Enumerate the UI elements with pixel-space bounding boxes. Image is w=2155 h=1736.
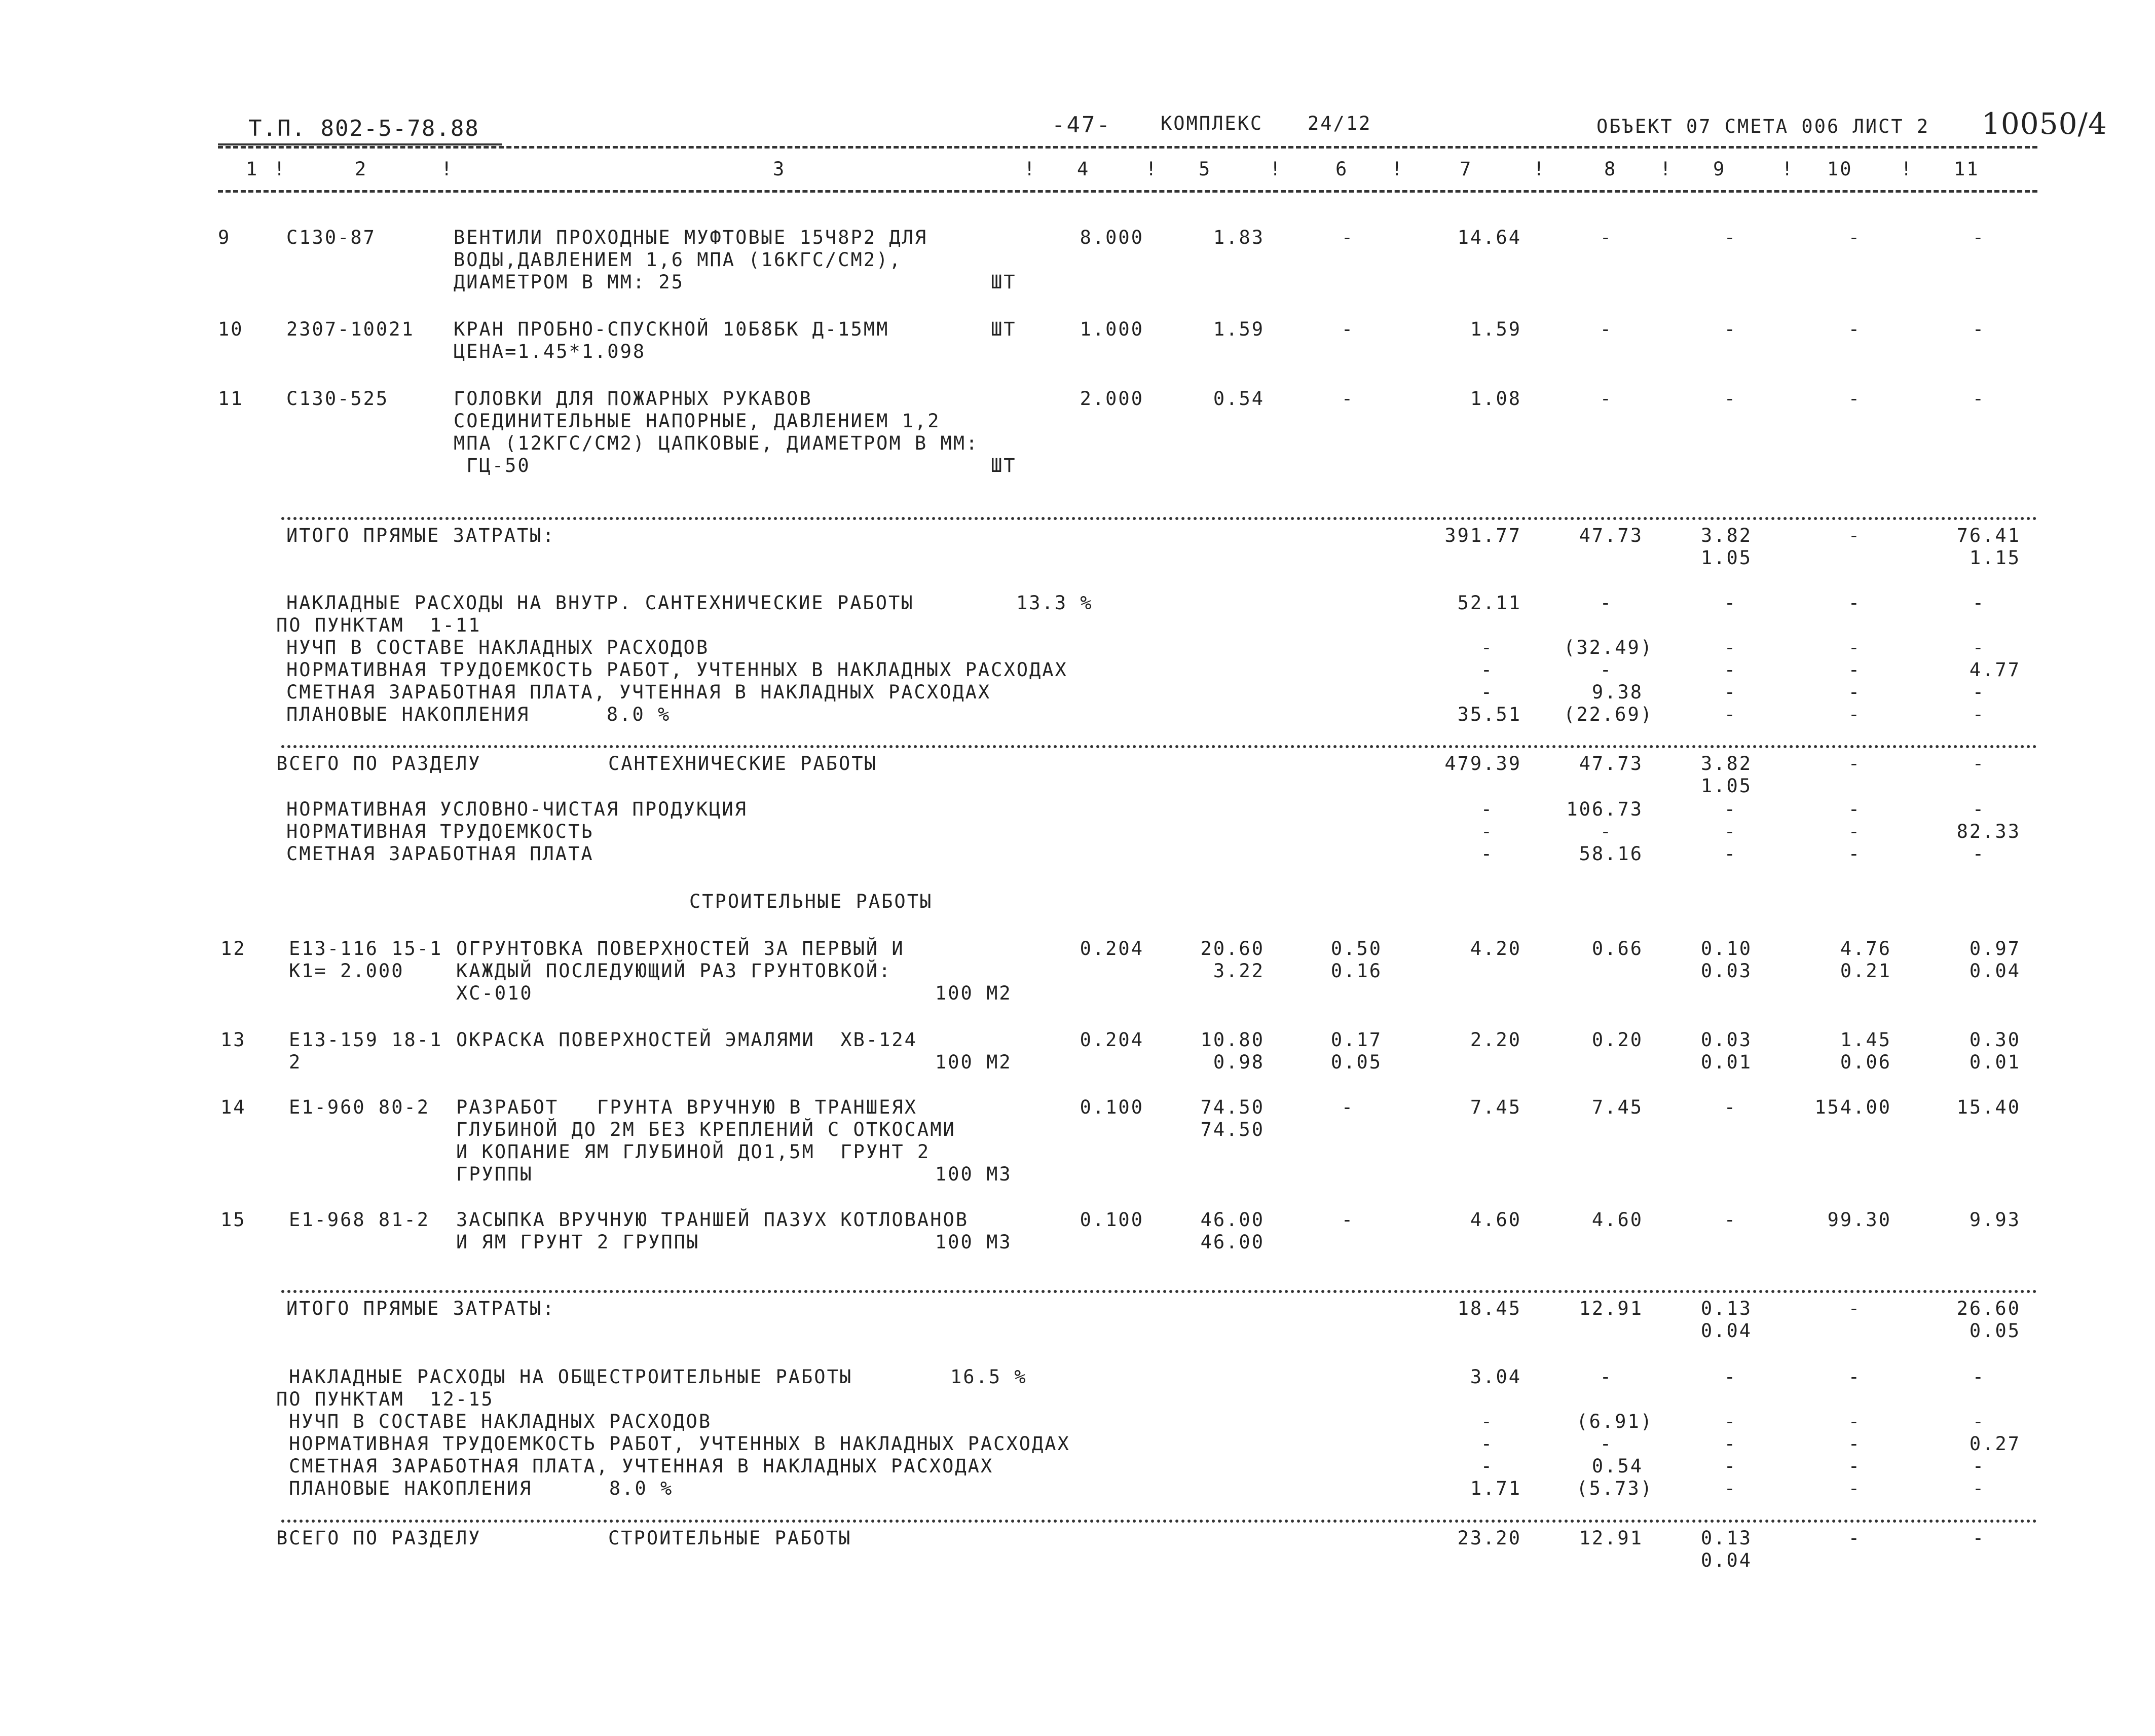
norm-col11: 82.33 [1956,821,2021,842]
subtotal-col8: 47.73 [1579,525,1643,546]
col-2: 2 [355,158,368,180]
item-col11: 9.93 [1969,1209,2021,1231]
section-total-name: САНТЕХНИЧЕСКИЕ РАБОТЫ [608,753,877,774]
item-col6: 0.05 [1330,1051,1382,1073]
norm-line: СМЕТНАЯ ЗАРАБОТНАЯ ПЛАТА [286,843,594,865]
item-col11: - [1972,227,1985,248]
item-col11: - [1972,318,1985,340]
section-total-col9: 0.04 [1700,1549,1752,1571]
overhead-line: СМЕТНАЯ ЗАРАБОТНАЯ ПЛАТА, УЧТЕННАЯ В НАКЛАДНЫХ РАСХОДАХ [289,1455,994,1477]
norm-col10: - [1848,843,1861,865]
item-description: ЗАСЫПКА ВРУЧНУЮ ТРАНШЕЙ ПАЗУХ КОТЛОВАНОВ [456,1209,969,1231]
norm-col8: 58.16 [1579,843,1643,865]
col-sep: ! [441,158,454,180]
subtotal-col9: 0.04 [1700,1320,1752,1342]
overhead-col10: - [1848,1433,1861,1455]
section-total-col8: 47.73 [1579,753,1643,774]
item-unit: 100 М2 [935,1051,1012,1073]
dotted-separator [281,517,2037,520]
item-col7: 1.59 [1470,318,1521,340]
subtotal-label: ИТОГО ПРЯМЫЕ ЗАТРАТЫ: [286,525,555,546]
item-col10: 4.76 [1840,938,1891,959]
overhead-col7: - [1480,659,1494,681]
item-col9: 0.03 [1700,960,1752,982]
norm-col7: - [1480,821,1494,842]
overhead-col7: - [1480,681,1494,703]
overhead-line: НОРМАТИВНАЯ ТРУДОЕМКОСТЬ РАБОТ, УЧТЕННЫХ В НАКЛАДНЫХ РАСХОДАХ [289,1433,1070,1455]
item-col5: 46.00 [1200,1231,1265,1253]
overhead-col8: 9.38 [1591,681,1643,703]
section-total-col7: 23.20 [1457,1527,1521,1549]
col-sep: ! [1270,158,1283,180]
item-number: 14 [220,1096,246,1118]
subtotal-col7: 391.77 [1444,525,1521,546]
col-6: 6 [1335,158,1349,180]
subtotal-col10: - [1848,1298,1861,1319]
norm-line: НОРМАТИВНАЯ ТРУДОЕМКОСТЬ [286,821,594,842]
section-total-col11: - [1972,753,1985,774]
subtotal-col7: 18.45 [1457,1298,1521,1319]
item-col7: 4.60 [1470,1209,1521,1231]
overhead-col8: - [1600,592,1613,614]
section-total-col10: - [1848,753,1861,774]
col-sep: ! [1145,158,1159,180]
item-unit: 100 М3 [935,1163,1012,1185]
item-col6: 0.50 [1330,938,1382,959]
item-col11: 0.01 [1969,1051,2021,1073]
item-col5: 10.80 [1200,1029,1265,1051]
item-unit: 100 М2 [935,982,1012,1004]
norm-col11: - [1972,843,1985,865]
item-code: Е13-159 18-1 [289,1029,443,1051]
overhead-col9: - [1724,1478,1737,1499]
overhead-col8: 0.54 [1591,1455,1643,1477]
item-col5: 74.50 [1200,1119,1265,1140]
col-1: 1 [246,158,259,180]
subtotal-col11: 26.60 [1956,1298,2021,1319]
overhead-col9: - [1724,1411,1737,1432]
overhead-col7: 35.51 [1457,704,1521,725]
item-number: 13 [220,1029,246,1051]
item-description: ГОЛОВКИ ДЛЯ ПОЖАРНЫХ РУКАВОВ [454,388,812,410]
overhead-line: ПЛАНОВЫЕ НАКОПЛЕНИЯ 8.0 % [286,704,671,725]
overhead-col8: - [1600,1433,1613,1455]
item-description: КАЖДЫЙ ПОСЛЕДУЮЩИЙ РАЗ ГРУНТОВКОЙ: [456,960,892,982]
item-col5: 1.59 [1213,318,1265,340]
section-total-col8: 12.91 [1579,1527,1643,1549]
item-col6: - [1341,318,1354,340]
overhead-col10: - [1848,1455,1861,1477]
item-col6: - [1341,388,1354,410]
item-description: ОГРУНТОВКА ПОВЕРХНОСТЕЙ ЗА ПЕРВЫЙ И [456,938,905,959]
item-code: Е1-968 81-2 [289,1209,430,1231]
item-description: И ЯМ ГРУНТ 2 ГРУППЫ [456,1231,700,1253]
item-description: И КОПАНИЕ ЯМ ГЛУБИНОЙ ДО1,5М ГРУНТ 2 [456,1141,931,1163]
item-code: Е1-960 80-2 [289,1096,430,1118]
object-info: ОБЪЕКТ 07 СМЕТА 006 ЛИСТ 2 [1596,116,1930,137]
col-7: 7 [1460,158,1473,180]
overhead-col10: - [1848,659,1861,681]
item-description: ГЦ-50 [454,455,531,476]
item-col4: 1.000 [1080,318,1144,340]
item-col4: 0.100 [1080,1209,1144,1231]
overhead-col7: - [1480,1411,1494,1432]
overhead-col11: 4.77 [1969,659,2021,681]
item-col10: - [1848,227,1861,248]
item-col11: 15.40 [1956,1096,2021,1118]
complex-value: 24/12 [1308,113,1372,134]
col-sep: ! [1024,158,1037,180]
item-unit: ШТ [991,271,1017,293]
col-4: 4 [1077,158,1090,180]
norm-col8: - [1600,821,1613,842]
section-total-col9: 0.13 [1700,1527,1752,1549]
item-col8: 0.66 [1591,938,1643,959]
item-description: ОКРАСКА ПОВЕРХНОСТЕЙ ЭМАЛЯМИ ХВ-124 [456,1029,917,1051]
item-col4: 0.100 [1080,1096,1144,1118]
col-sep: ! [1660,158,1673,180]
item-col5: 74.50 [1200,1096,1265,1118]
overhead-col11: - [1972,1455,1985,1477]
item-description: РАЗРАБОТ ГРУНТА ВРУЧНУЮ В ТРАНШЕЯХ [456,1096,917,1118]
overhead-percent: 13.3 % [1016,592,1093,614]
item-col5: 0.98 [1213,1051,1265,1073]
item-col7: 2.20 [1470,1029,1521,1051]
overhead-col8: (5.73) [1576,1478,1653,1499]
overhead-line: СМЕТНАЯ ЗАРАБОТНАЯ ПЛАТА, УЧТЕННАЯ В НАКЛАДНЫХ РАСХОДАХ [286,681,991,703]
col-11: 11 [1954,158,1980,180]
overhead-col10: - [1848,1366,1861,1388]
item-col6: - [1341,1209,1354,1231]
item-unit: ШТ [991,318,1017,340]
document-number: 10050/4 [1982,106,2107,141]
overhead-col8: - [1600,1366,1613,1388]
overhead-range: ПО ПУНКТАМ 12-15 [276,1388,494,1410]
item-col7: 1.08 [1470,388,1521,410]
item-col9: 0.10 [1700,938,1752,959]
overhead-col8: (6.91) [1576,1411,1653,1432]
item-number: 9 [218,227,231,248]
item-unit: ШТ [991,455,1017,476]
item-col9: 0.03 [1700,1029,1752,1051]
item-code-extra: 2 [289,1051,302,1073]
overhead-col9: - [1724,681,1737,703]
item-col10: 154.00 [1814,1096,1891,1118]
norm-line: НОРМАТИВНАЯ УСЛОВНО-ЧИСТАЯ ПРОДУКЦИЯ [286,798,748,820]
item-col8: 4.60 [1591,1209,1643,1231]
item-col7: 14.64 [1457,227,1521,248]
item-col9: - [1724,318,1737,340]
overhead-col7: 52.11 [1457,592,1521,614]
item-col5: 0.54 [1213,388,1265,410]
item-col8: 7.45 [1591,1096,1643,1118]
item-col11: - [1972,388,1985,410]
item-col10: 0.21 [1840,960,1891,982]
dotted-separator [281,1520,2037,1523]
item-description: ГРУППЫ [456,1163,533,1185]
overhead-col11: - [1972,592,1985,614]
overhead-col10: - [1848,681,1861,703]
overhead-col7: 1.71 [1470,1478,1521,1499]
overhead-col9: - [1724,1366,1737,1388]
item-col11: 0.30 [1969,1029,2021,1051]
item-col9: 0.01 [1700,1051,1752,1073]
overhead-col11: - [1972,1411,1985,1432]
norm-col8: 106.73 [1566,798,1643,820]
item-number: 15 [220,1209,246,1231]
section-total-col11: - [1972,1527,1985,1549]
col-sep: ! [1533,158,1546,180]
overhead-col9: - [1724,1433,1737,1455]
item-col8: - [1600,318,1613,340]
item-number: 12 [220,938,246,959]
dotted-separator [281,745,2037,748]
item-description: СОЕДИНИТЕЛЬНЫЕ НАПОРНЫЕ, ДАВЛЕНИЕМ 1,2 [454,410,941,432]
overhead-line: ПЛАНОВЫЕ НАКОПЛЕНИЯ 8.0 % [289,1478,674,1499]
header-rule-top [218,146,2037,149]
item-description: МПА (12КГС/СМ2) ЦАПКОВЫЕ, ДИАМЕТРОМ В ММ: [454,432,979,454]
col-3: 3 [773,158,786,180]
item-col10: 0.06 [1840,1051,1891,1073]
item-col8: - [1600,388,1613,410]
section-total-col9: 1.05 [1700,775,1752,797]
section-total-label: ВСЕГО ПО РАЗДЕЛУ [276,753,481,774]
item-col5: 20.60 [1200,938,1265,959]
item-description: ГЛУБИНОЙ ДО 2М БЕЗ КРЕПЛЕНИЙ С ОТКОСАМИ [456,1119,956,1140]
item-col9: - [1724,227,1737,248]
subtotal-col8: 12.91 [1579,1298,1643,1319]
item-description: ВОДЫ,ДАВЛЕНИЕМ 1,6 МПА (16КГС/СМ2), [454,249,902,271]
item-col4: 0.204 [1080,938,1144,959]
norm-col7: - [1480,798,1494,820]
subtotal-col9: 1.05 [1700,547,1752,569]
overhead-col9: - [1724,1455,1737,1477]
subtotal-col11: 76.41 [1956,525,2021,546]
overhead-line: НУЧП В СОСТАВЕ НАКЛАДНЫХ РАСХОДОВ [286,637,710,658]
item-col5: 46.00 [1200,1209,1265,1231]
col-10: 10 [1827,158,1853,180]
subtotal-col11: 0.05 [1969,1320,2021,1342]
item-code: С130-87 [286,227,376,248]
subtotal-label: ИТОГО ПРЯМЫЕ ЗАТРАТЫ: [286,1298,555,1319]
overhead-col7: 3.04 [1470,1366,1521,1388]
item-col6: 0.16 [1330,960,1382,982]
complex-label: КОМПЛЕКС [1161,113,1264,134]
item-description: ВЕНТИЛИ ПРОХОДНЫЕ МУФТОВЫЕ 15Ч8Р2 ДЛЯ [454,227,928,248]
overhead-col10: - [1848,1478,1861,1499]
col-sep: ! [1391,158,1404,180]
subtotal-col11: 1.15 [1969,547,2021,569]
col-sep: ! [274,158,287,180]
overhead-col10: - [1848,1411,1861,1432]
item-col10: 99.30 [1827,1209,1891,1231]
overhead-col11: - [1972,637,1985,658]
overhead-col11: - [1972,681,1985,703]
item-code: Е13-116 15-1 [289,938,443,959]
page-number: -47- [1052,112,1111,138]
overhead-col11: - [1972,1366,1985,1388]
item-code-extra: К1= 2.000 [289,960,404,982]
item-number: 10 [218,318,244,340]
overhead-col10: - [1848,637,1861,658]
norm-col9: - [1724,843,1737,865]
section-total-label: ВСЕГО ПО РАЗДЕЛУ [276,1527,481,1549]
item-description: ЦЕНА=1.45*1.098 [454,341,646,362]
item-col4: 0.204 [1080,1029,1144,1051]
overhead-col7: - [1480,1455,1494,1477]
norm-col11: - [1972,798,1985,820]
overhead-percent: 16.5 % [950,1366,1027,1388]
overhead-col8: (32.49) [1564,637,1653,658]
item-col6: - [1341,1096,1354,1118]
item-col10: - [1848,318,1861,340]
project-code: Т.П. 802-5-78.88 [248,116,479,141]
section-total-col10: - [1848,1527,1861,1549]
norm-col9: - [1724,821,1737,842]
overhead-col9: - [1724,637,1737,658]
overhead-line: НУЧП В СОСТАВЕ НАКЛАДНЫХ РАСХОДОВ [289,1411,712,1432]
overhead-col11: 0.27 [1969,1433,2021,1455]
overhead-col10: - [1848,704,1861,725]
item-col10: - [1848,388,1861,410]
overhead-col8: - [1600,659,1613,681]
section-title: СТРОИТЕЛЬНЫЕ РАБОТЫ [689,891,933,912]
overhead-col8: (22.69) [1564,704,1653,725]
item-col9: - [1724,1209,1737,1231]
item-number: 11 [218,388,244,410]
item-col7: 4.20 [1470,938,1521,959]
item-col10: 1.45 [1840,1029,1891,1051]
header-rule-bottom [218,190,2037,193]
norm-col7: - [1480,843,1494,865]
norm-col9: - [1724,798,1737,820]
item-description: КРАН ПРОБНО-СПУСКНОЙ 10Б8БК Д-15ММ [454,318,889,340]
item-code: 2307-10021 [286,318,415,340]
col-8: 8 [1604,158,1617,180]
item-description: ХС-010 [456,982,533,1004]
item-col7: 7.45 [1470,1096,1521,1118]
item-col6: - [1341,227,1354,248]
item-col4: 2.000 [1080,388,1144,410]
item-unit: 100 М3 [935,1231,1012,1253]
overhead-col9: - [1724,592,1737,614]
overhead-title: НАКЛАДНЫЕ РАСХОДЫ НА ВНУТР. САНТЕХНИЧЕСКИЕ РАБОТЫ [286,592,914,614]
overhead-col7: - [1480,1433,1494,1455]
col-sep: ! [1901,158,1914,180]
norm-col10: - [1848,798,1861,820]
item-col9: - [1724,1096,1737,1118]
overhead-col10: - [1848,592,1861,614]
project-code-underline [218,143,502,145]
item-code: С130-525 [286,388,389,410]
item-description: ДИАМЕТРОМ В ММ: 25 [454,271,684,293]
overhead-col7: - [1480,637,1494,658]
overhead-col11: - [1972,704,1985,725]
item-col5: 3.22 [1213,960,1265,982]
dotted-separator [281,1290,2037,1293]
subtotal-col10: - [1848,525,1861,546]
subtotal-col9: 0.13 [1700,1298,1752,1319]
item-col9: - [1724,388,1737,410]
col-9: 9 [1713,158,1726,180]
overhead-title: НАКЛАДНЫЕ РАСХОДЫ НА ОБЩЕСТРОИТЕЛЬНЫЕ РАБОТЫ [289,1366,853,1388]
section-total-name: СТРОИТЕЛЬНЫЕ РАБОТЫ [608,1527,852,1549]
overhead-range: ПО ПУНКТАМ 1-11 [276,614,481,636]
col-sep: ! [1781,158,1795,180]
item-col11: 0.04 [1969,960,2021,982]
section-total-col7: 479.39 [1444,753,1521,774]
norm-col10: - [1848,821,1861,842]
item-col6: 0.17 [1330,1029,1382,1051]
col-5: 5 [1199,158,1212,180]
item-col4: 8.000 [1080,227,1144,248]
overhead-col9: - [1724,704,1737,725]
overhead-col11: - [1972,1478,1985,1499]
item-col5: 1.83 [1213,227,1265,248]
overhead-col9: - [1724,659,1737,681]
overhead-line: НОРМАТИВНАЯ ТРУДОЕМКОСТЬ РАБОТ, УЧТЕННЫХ В НАКЛАДНЫХ РАСХОДАХ [286,659,1068,681]
item-col8: 0.20 [1591,1029,1643,1051]
item-col11: 0.97 [1969,938,2021,959]
subtotal-col9: 3.82 [1700,525,1752,546]
section-total-col9: 3.82 [1700,753,1752,774]
item-col8: - [1600,227,1613,248]
